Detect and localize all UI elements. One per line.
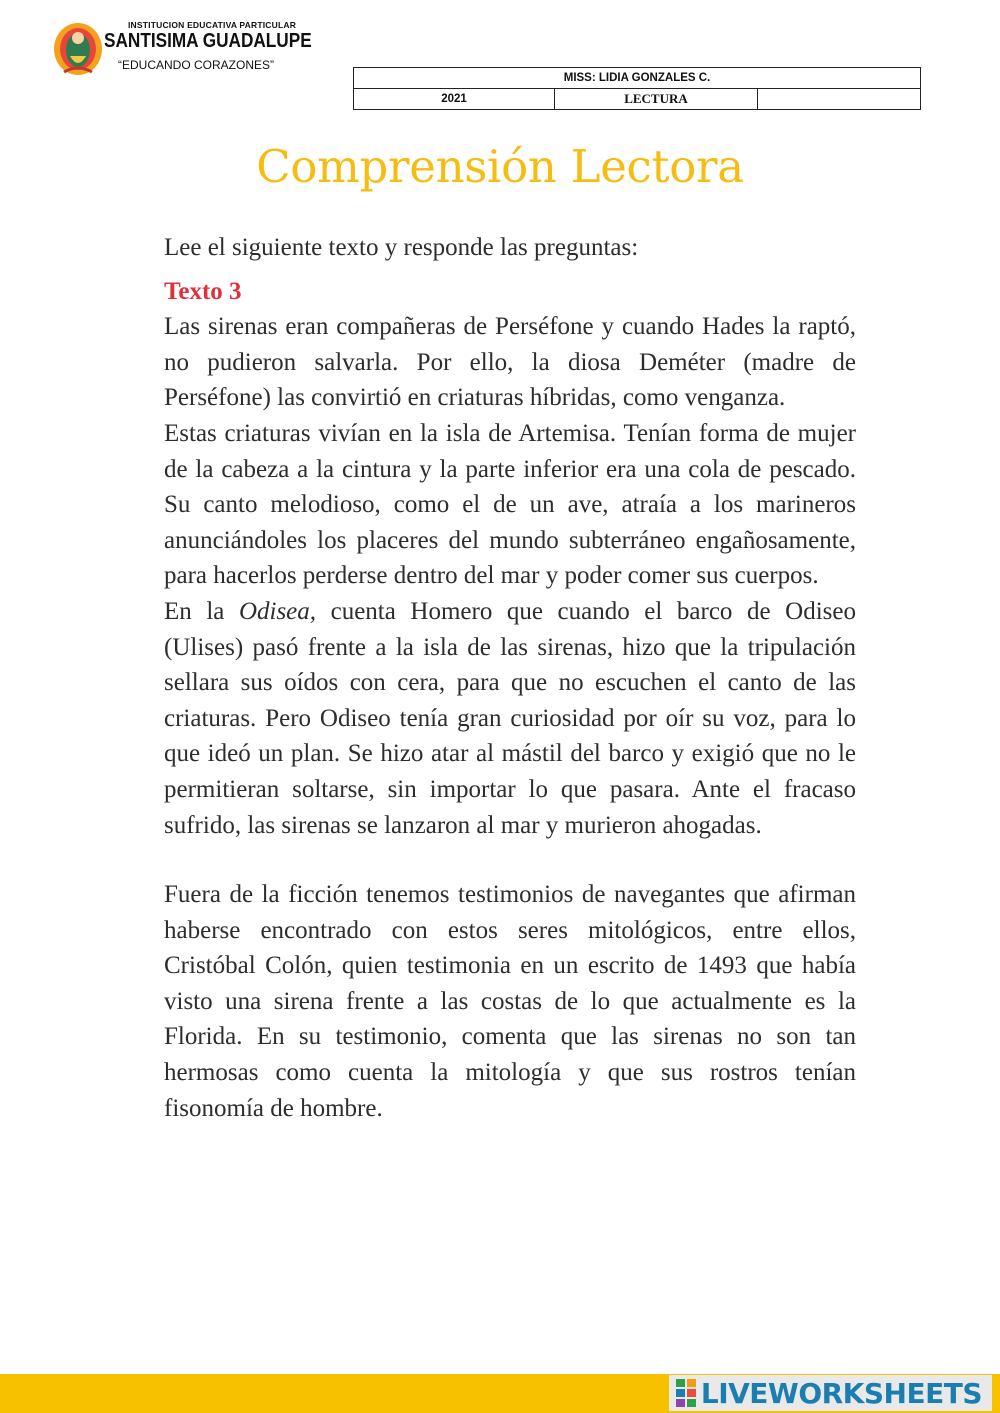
subject-cell: LECTURA [555,89,758,110]
page-title: Comprensión Lectora [256,140,744,193]
info-row-teacher [354,68,921,89]
liveworksheets-text: LIVEWORKSHEETS [700,1376,982,1410]
school-name: SANTISIMA GUADALUPE [104,30,312,52]
paragraph-3-start: En la [164,597,239,625]
school-motto: “EDUCANDO CORAZONES” [118,58,275,72]
paragraph-1: Las sirenas eran compañeras de Perséfone y cuando Hades la raptó, no pudieron salvarla. Por ello, la diosa Deméter (madre de Perséfone) las convirtió en criaturas híbridas, como venganza. [164,313,856,412]
odisea-title: Odisea, [238,597,317,625]
year-cell: 2021 [354,89,555,110]
teacher-cell: MISS: LIDIA GONZALES C. [354,68,921,89]
paragraph-4: Fuera de la ficción tenemos testimonios de navegantes que afirman haberse encontrado con estos seres mitológicos, entre ellos, Cristóbal Colón, quien testimonia en un escrito de 1493 que había visto una sirena frente a las costas de lo que actualmente es la Florida. En su testimonio, comenta que las sirenas no son tan hermosas como cuenta la mitología y que sus rostros tenían fisonomía de hombre. [164,881,856,1122]
blank-cell [758,89,921,110]
info-table [353,67,921,110]
school-header [52,18,312,80]
liveworksheets-logo-icon [675,1378,697,1408]
paragraph-3 [164,594,856,843]
liveworksheets-brand[interactable] [669,1375,992,1411]
paragraph-3-rest: cuenta Homero que cuando el barco de Odiseo (Ulises) pasó frente a la isla de las sirenas, hizo que la tripulación sellara sus oídos con cera, para que no escuchen el canto de las criaturas. Pero Odiseo tenía gran curiosidad por oír su voz, para lo que ideó un plan. Se hizo atar al mástil del barco y exigió que no le permitieran soltarse, sin importar lo que pasara. Ante el fracaso sufrido, las sirenas se lanzaron al mar y murieron ahogadas. [164,597,856,839]
virgin-guadalupe-emblem-icon [52,20,104,76]
instruction-text: Lee el siguiente texto y responde las preguntas: [164,234,639,261]
paragraph-2: Estas criaturas vivían en la isla de Artemisa. Tenían forma de mujer de la cabeza a la cintura y la parte inferior era una cola de pescado. Su canto melodioso, como el de un ave, atraía a los marineros anunciándoles los placeres del mundo subterráneo engañosamente, para hacerlos perderse dentro del mar y poder comer sus cuerpos. [164,419,856,590]
info-row-details [354,89,921,110]
institution-type: INSTITUCION EDUCATIVA PARTICULAR [128,20,297,30]
reading-content [164,230,856,1126]
text-label: Texto 3 [164,277,242,305]
